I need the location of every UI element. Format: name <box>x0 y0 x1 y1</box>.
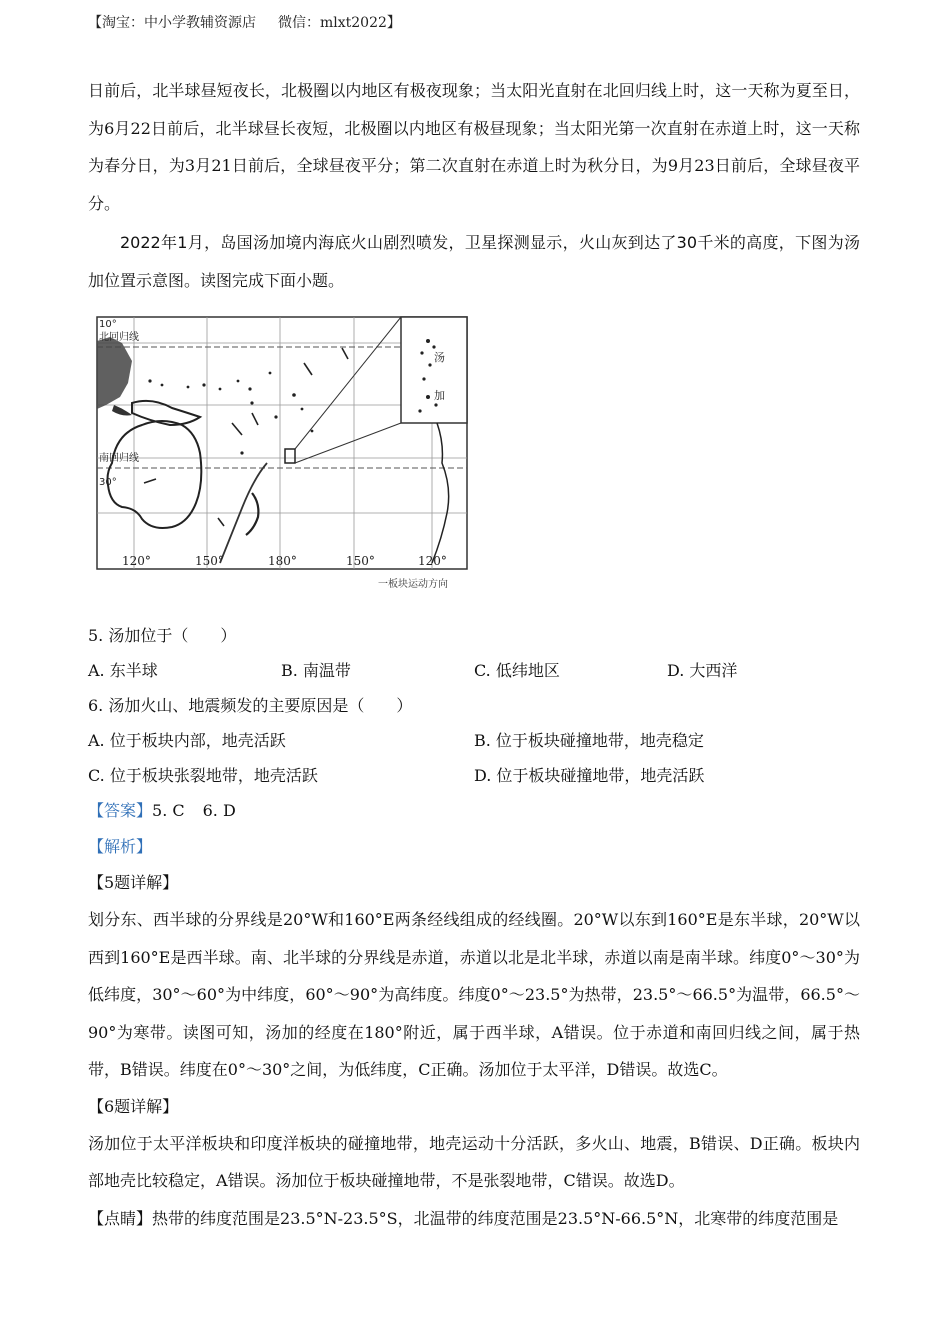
q6-option-b: B. 位于板块碰撞地带，地壳稳定 <box>474 731 704 750</box>
answer-label: 【答案】 <box>88 801 153 820</box>
answer-line <box>88 793 860 829</box>
australia <box>108 421 202 528</box>
lon-label-180: 180° <box>268 554 297 568</box>
tip-label: 【点睛】 <box>88 1208 153 1228</box>
analysis-label-line <box>88 829 860 865</box>
header-shop: 【淘宝：中小学教辅资源店 <box>88 15 256 31</box>
map-svg <box>92 313 472 598</box>
tip-text: 热带的纬度范围是23.5°N-23.5°S，北温带的纬度范围是23.5°N-66.5°N，北寒带的纬度范围是 <box>152 1208 839 1228</box>
q5-detail-title: 【5题详解】 <box>88 873 179 892</box>
q6-option-a: A. 位于板块内部，地壳活跃 <box>88 731 286 750</box>
inset-label-char-1: 汤 <box>434 351 445 364</box>
q5-option-c: C. 低纬地区 <box>474 661 560 680</box>
question-5-options <box>88 653 860 688</box>
document-body <box>88 72 860 1237</box>
new-zealand <box>246 493 258 535</box>
question-6-options-row1 <box>88 723 860 758</box>
lon-label-120w: 120° <box>418 554 447 568</box>
tonga-inset <box>401 317 467 423</box>
answer-q6: 6. D <box>202 801 236 820</box>
inset-label-char-2: 加 <box>434 389 445 402</box>
q5-option-d: D. 大西洋 <box>667 661 738 680</box>
q5-option-b: B. 南温带 <box>281 661 351 680</box>
q6-detail-text: 汤加位于太平洋板块和印度洋板块的碰撞地带，地壳运动十分活跃，多火山、地震，B错误、D正确。板块内部地壳比较稳定，A错误。汤加位于板块碰撞地带，不是张裂地带，C错误。故选D。 <box>88 1133 860 1190</box>
q6-detail-title: 【6题详解】 <box>88 1096 179 1116</box>
tip-line <box>88 1200 860 1238</box>
indonesia-islands <box>112 405 132 416</box>
lon-label-150w: 150° <box>346 554 375 568</box>
q6-option-d: D. 位于板块碰撞地带，地壳活跃 <box>474 766 705 785</box>
asia-landmass <box>97 337 132 409</box>
analysis-label: 【解析】 <box>88 837 153 856</box>
question-6-options-row2 <box>88 758 860 793</box>
lat-label-tropic-cancer: 北回归线 <box>99 332 139 343</box>
lon-label-150e: 150° <box>195 554 224 568</box>
americas-coast <box>432 423 449 563</box>
inset-connectors <box>295 317 401 463</box>
lat-label-tropic-capricorn: 南回归线 <box>99 453 139 464</box>
lat-label-30: 30° <box>99 477 117 488</box>
lat-label-10: 10° <box>99 319 117 330</box>
pacific-islands <box>148 372 313 455</box>
context-paragraph: 2022年1月，岛国汤加境内海底火山剧烈喷发，卫星探测显示，火山灰到达了30千米的高度，下图为汤加位置示意图。读图完成下面小题。 <box>88 233 860 290</box>
q5-option-a: A. 东半球 <box>88 661 158 680</box>
q6-option-c: C. 位于板块张裂地带，地壳活跃 <box>88 766 318 785</box>
question-6-stem: 6. 汤加火山、地震频发的主要原因是（ ） <box>88 696 413 715</box>
tonga-marker <box>285 449 295 463</box>
page-header <box>88 12 423 32</box>
q5-detail-text: 划分东、西半球的分界线是20°W和160°E两条经线组成的经线圈。20°W以东到160°E是东半球，20°W以西到160°E是西半球。南、北半球的分界线是赤道，赤道以北是北半球，赤道以南是南半球。纬度0°～30°为低纬度，30°～60°为中纬度，60°～90°为高纬度。纬度0°～23.5°为热带，23.5°～66.5°为温带，66.5°～90°为寒带。读图可知，汤加的经度在180°附近，属于西半球，A错误。位于赤道和南回归线之间，属于热带，B错误。纬度在0°～30°之间，为低纬度，C正确。汤加位于太平洋，D错误。故选C。 <box>88 910 860 1079</box>
header-wechat: 微信：mlxt2022】 <box>278 15 401 31</box>
tonga-location-map <box>92 313 472 598</box>
map-legend: 一板块运动方向 <box>378 579 448 590</box>
question-5-stem: 5. 汤加位于（ ） <box>88 626 237 645</box>
lon-label-120e: 120° <box>122 554 151 568</box>
answer-q5: 5. C <box>152 801 185 820</box>
intro-paragraph: 日前后，北半球昼短夜长，北极圈以内地区有极夜现象；当太阳光直射在北回归线上时，这一天称为夏至日，为6月22日前后，北半球昼长夜短，北极圈以内地区有极昼现象；当太阳光第一次直射在赤道上时，这一天称为春分日，为3月21日前后，全球昼夜平分；第二次直射在赤道上时为秋分日，为9月23日前后，全球昼夜平分。 <box>88 81 860 213</box>
